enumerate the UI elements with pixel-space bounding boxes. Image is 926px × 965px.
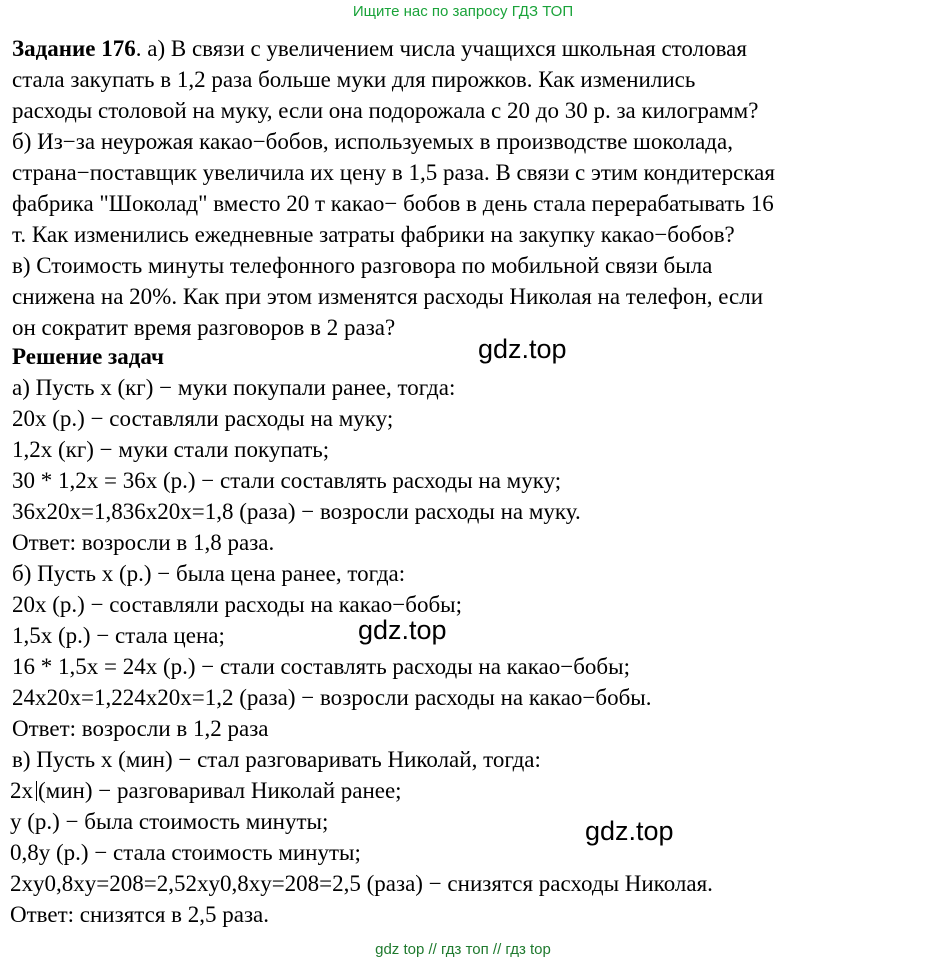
task-statement — [12, 33, 917, 343]
solution-line: 30 * 1,2x = 36x (р.) − стали составлять расходы на муку; — [12, 468, 562, 493]
text-cursor — [36, 781, 37, 801]
task-line: б) Из−за неурожая какао−бобов, используемых в производстве шоколада, — [12, 129, 733, 154]
watermark: gdz.top — [358, 615, 447, 645]
solution-line: 2xy0,8xy=208=2,52xy0,8xy=208=2,5 (раза) − снизятся расходы Николая. — [10, 871, 713, 896]
task-line: стала закупать в 1,2 раза больше муки для пирожков. Как изменились — [12, 67, 696, 92]
task-line: фабрика "Шоколад" вместо 20 т какао− бобов в день стала перерабатывать 16 — [12, 191, 774, 216]
task-line: страна−поставщик увеличила их цену в 1,5 раза. В связи с этим кондитерская — [12, 160, 775, 185]
solution-line: 1,2x (кг) − муки стали покупать; — [12, 437, 330, 462]
solution-line: а) Пусть x (кг) − муки покупали ранее, тогда: — [12, 375, 456, 400]
solution-line: Ответ: снизятся в 2,5 раза. — [10, 902, 270, 927]
task-title: Задание 176 — [12, 36, 136, 61]
solution-line: 20x (р.) − составляли расходы на муку; — [12, 406, 394, 431]
solution-line: 36x20x=1,836x20x=1,8 (раза) − возросли расходы на муку. — [12, 499, 581, 524]
solution-part-c — [10, 775, 713, 930]
task-line: т. Как изменились ежедневные затраты фабрики на закупку какао−бобов? — [12, 222, 735, 247]
solution-line: Ответ: возросли в 1,8 раза. — [12, 530, 275, 555]
task-line: расходы столовой на муку, если она подорожала с 20 до 30 р. за килограмм? — [12, 98, 759, 123]
solution-line: б) Пусть x (р.) − была цена ранее, тогда: — [12, 561, 406, 586]
solution-line: 24x20x=1,224x20x=1,2 (раза) − возросли расходы на какао−бобы. — [12, 685, 652, 710]
solution-line: 0,8y (р.) − стала стоимость минуты; — [10, 840, 361, 865]
watermark: gdz.top — [478, 334, 567, 364]
solution-line: 20x (р.) − составляли расходы на какао−бобы; — [12, 592, 463, 617]
solution-line: 2x (мин) − разговаривал Николай ранее; — [10, 778, 402, 803]
solution-heading: Решение задач — [12, 344, 164, 369]
solution-line: 1,5x (р.) − стала цена; — [12, 623, 225, 648]
watermark: gdz.top — [585, 816, 674, 846]
solution-line: в) Пусть x (мин) − стал разговаривать Николай, тогда: — [12, 747, 541, 772]
top-banner[interactable]: Ищите нас по запросу ГДЗ ТОП — [352, 3, 574, 20]
task-line: Задание 176. а) В связи с увеличением числа учащихся школьная столовая — [12, 36, 747, 61]
bottom-banner[interactable]: gdz top // гдз топ // гдз top — [375, 941, 551, 958]
task-line: в) Стоимость минуты телефонного разговора по мобильной связи была — [12, 253, 713, 278]
task-line: он сократит время разговоров в 2 раза? — [12, 315, 396, 340]
solution-line: Ответ: возросли в 1,2 раза — [12, 716, 269, 741]
solution-block — [12, 341, 652, 775]
solution-line: y (р.) − была стоимость минуты; — [10, 809, 329, 834]
solution-line: 16 * 1,5x = 24x (р.) − стали составлять расходы на какао−бобы; — [12, 654, 630, 679]
task-line: снижена на 20%. Как при этом изменятся расходы Николая на телефон, если — [12, 284, 764, 309]
